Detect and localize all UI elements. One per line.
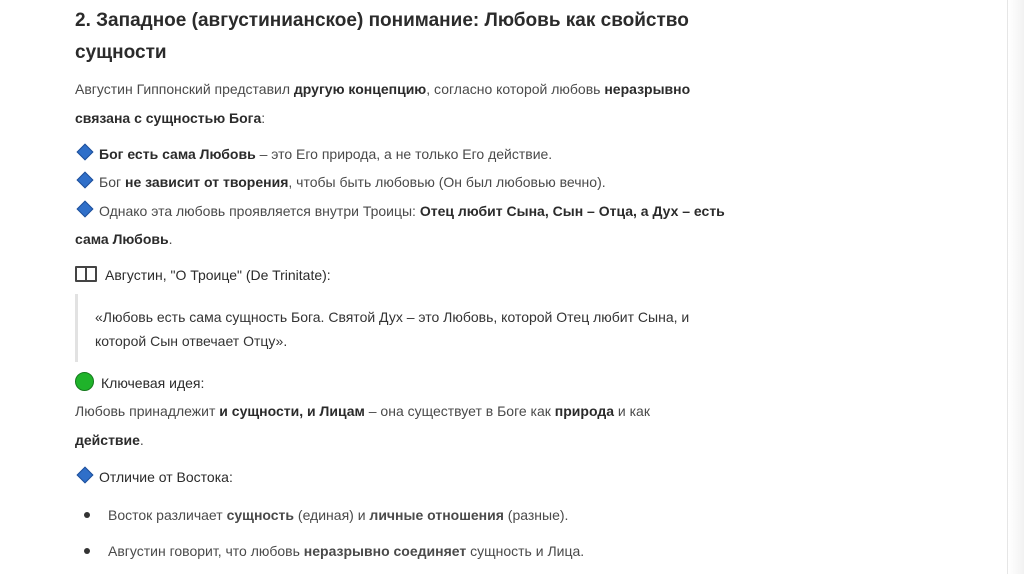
difference-item-1-text-1: Восток различает <box>108 507 227 523</box>
slide-right-edge <box>1007 0 1024 574</box>
quote-line-1: «Любовь есть сама сущность Бога. Святой Дух – это Любовь, которой Отец любит Сына, и <box>95 309 690 325</box>
point-3-text-2: . <box>168 231 173 247</box>
difference-item-1-bold-1: сущность <box>226 507 295 523</box>
difference-item-1-bold-2: личные отношения <box>369 507 504 523</box>
intro-paragraph <box>75 75 690 133</box>
blue-diamond-icon <box>77 201 94 218</box>
point-1-text: – это Его природа, а не только Его действие. <box>255 146 553 162</box>
key-idea-bold-1: и сущности, и Лицам <box>219 403 365 419</box>
difference-item-2-bold-1: неразрывно соединяет <box>303 543 467 559</box>
point-3-bold-1: Отец любит Сына, Сын – Отца, а Дух – есть <box>419 203 725 219</box>
point-2 <box>75 168 606 196</box>
difference-label: Отличие от Востока: <box>99 469 233 485</box>
point-3-bold-2: сама Любовь <box>75 231 169 247</box>
difference-title <box>75 463 233 491</box>
key-idea-paragraph <box>75 397 650 455</box>
difference-item-1-text-3: (разные). <box>503 507 569 523</box>
blue-diamond-icon <box>77 172 94 189</box>
intro-bold-2: неразрывно <box>604 81 691 97</box>
key-idea-text-3: и как <box>614 403 650 419</box>
point-2-text-1: Бог <box>99 174 125 190</box>
source-label: Августин, "О Троице" (De Trinitate): <box>105 267 331 283</box>
difference-item-1-text-2: (единая) и <box>294 507 370 523</box>
point-2-text-2: , чтобы быть любовью (Он был любовью вечно). <box>288 174 606 190</box>
key-idea-bold-3: действие <box>75 432 140 448</box>
bullet-dot-icon <box>84 548 90 554</box>
blockquote <box>75 294 778 362</box>
key-idea-text-1: Любовь принадлежит <box>75 403 220 419</box>
intro-text-2: , согласно которой любовь <box>426 81 605 97</box>
quote-line-2: которой Сын отвечает Отцу». <box>95 333 288 349</box>
book-icon <box>75 266 97 282</box>
blue-diamond-icon <box>77 144 94 161</box>
intro-text-3: : <box>261 110 266 126</box>
list-item <box>75 501 568 529</box>
key-idea-label: Ключевая идея: <box>101 375 205 391</box>
intro-text-1: Августин Гиппонский представил <box>75 81 294 97</box>
difference-item-2-text-2: сущность и Лица. <box>466 543 585 559</box>
point-3 <box>75 197 725 253</box>
intro-bold-3: связана с сущностью Бога <box>75 110 262 126</box>
point-1-bold: Бог есть сама Любовь <box>99 146 256 162</box>
heading-line-2: сущности <box>75 42 167 63</box>
green-circle-icon <box>75 372 94 391</box>
source-line <box>75 261 331 289</box>
intro-bold-1: другую концепцию <box>293 81 427 97</box>
key-idea-text-2: – она существует в Боге как <box>364 403 555 419</box>
bullet-dot-icon <box>84 512 90 518</box>
key-idea-text-4: . <box>139 432 144 448</box>
section-heading <box>75 5 795 69</box>
key-idea-bold-2: природа <box>554 403 615 419</box>
point-3-text-1: Однако эта любовь проявляется внутри Троицы: <box>99 203 420 219</box>
point-1 <box>75 140 552 168</box>
key-idea-title <box>75 369 204 397</box>
difference-item-2-text-1: Августин говорит, что любовь <box>108 543 304 559</box>
heading-line-1: 2. Западное (августинианское) понимание: Любовь как свойство <box>75 10 689 31</box>
point-2-bold: не зависит от творения <box>124 174 289 190</box>
blue-diamond-icon <box>77 467 94 484</box>
list-item <box>75 537 584 565</box>
